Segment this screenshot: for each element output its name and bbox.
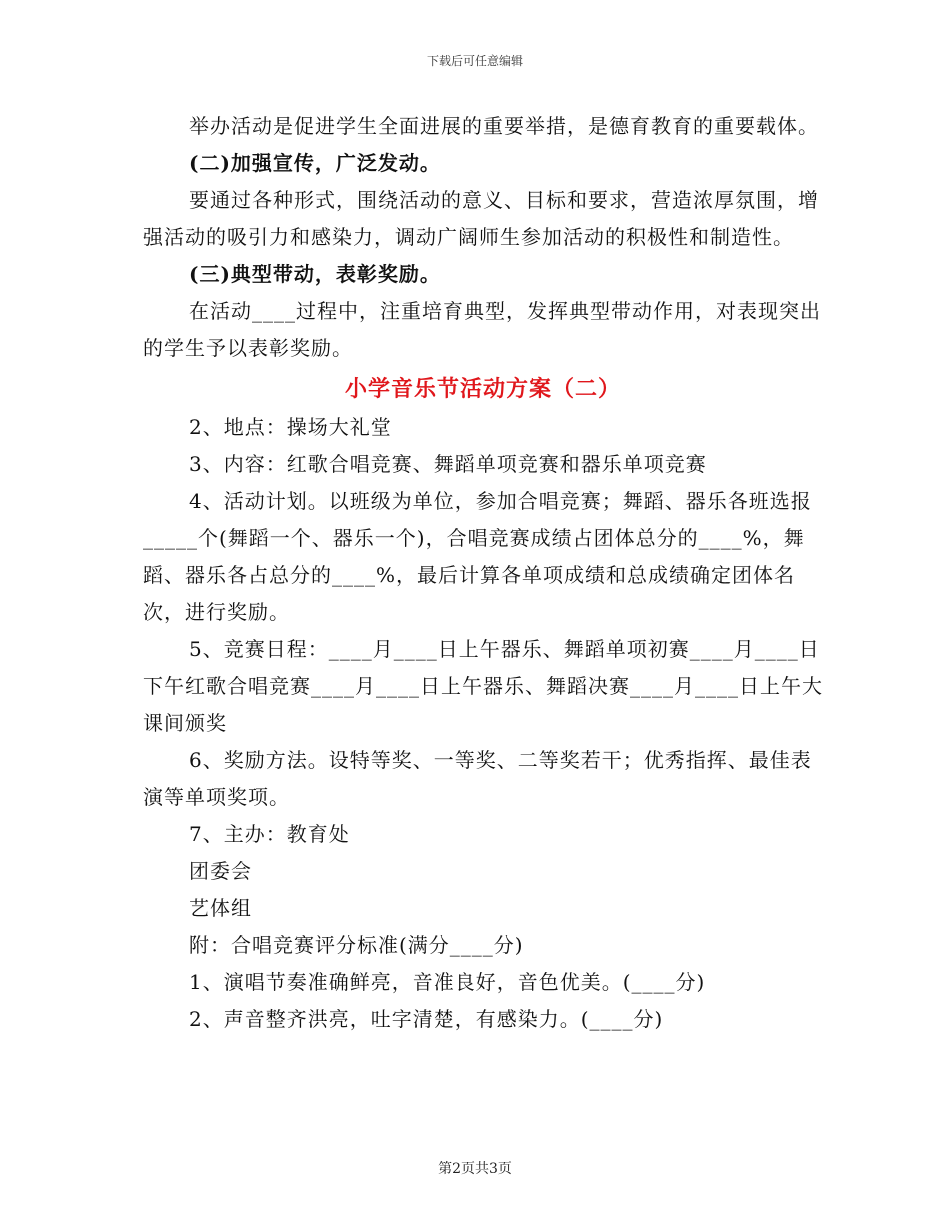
section-heading-3: (三)典型带动，表彰奖励。 <box>189 262 441 286</box>
paragraph-2: 要通过各种形式，围绕活动的意义、目标和要求，营造浓厚氛围，增强活动的吸引力和感染力，调动广阔师生参加活动的积极性和制造性。 <box>143 188 819 249</box>
document-body <box>143 108 823 1038</box>
paragraph-3: 在活动____过程中，注重培育典型，发挥典型带动作用，对表现突出的学生予以表彰奖励。 <box>143 299 821 360</box>
item-schedule: 5、竞赛日程：____月____日上午器乐、舞蹈单项初赛____月____日下午红歌合唱竞赛____月____日上午器乐、舞蹈决赛____月____日上午大课间颁奖 <box>143 637 823 735</box>
header-note: 下载后可任意编辑 <box>426 54 523 68</box>
item-location: 2、地点：操场大礼堂 <box>189 415 392 439</box>
paragraph-1: 举办活动是促进学生全面进展的重要举措，是德育教育的重要载体。 <box>189 114 819 138</box>
organizer-arts-group: 艺体组 <box>189 896 252 920</box>
document-title: 小学音乐节活动方案（二） <box>344 376 621 402</box>
item-content: 3、内容：红歌合唱竞赛、舞蹈单项竞赛和器乐单项竞赛 <box>189 452 707 476</box>
page-number: 第2页共3页 <box>438 1161 512 1177</box>
item-organizer: 7、主办：教育处 <box>189 822 350 846</box>
item-awards: 6、奖励方法。设特等奖、一等奖、二等奖若干；优秀指挥、最佳表演等单项奖项。 <box>143 748 812 809</box>
section-heading-2: (二)加强宣传，广泛发动。 <box>189 151 441 175</box>
appendix-heading: 附：合唱竞赛评分标准(满分____分) <box>189 933 524 957</box>
item-plan: 4、活动计划。以班级为单位，参加合唱竞赛；舞蹈、器乐各班选报_____个(舞蹈一个、器乐一个)，合唱竞赛成绩占团体总分的____%，舞蹈、器乐各占总分的____%，最后计算各单项成绩和总成绩确定团体名次，进行奖励。 <box>143 489 812 624</box>
criterion-1: 1、演唱节奏准确鲜亮，音准良好，音色优美。(____分) <box>189 970 706 994</box>
organizer-youth-league: 团委会 <box>189 859 252 883</box>
criterion-2: 2、声音整齐洪亮，吐字清楚，有感染力。(____分) <box>189 1007 664 1031</box>
